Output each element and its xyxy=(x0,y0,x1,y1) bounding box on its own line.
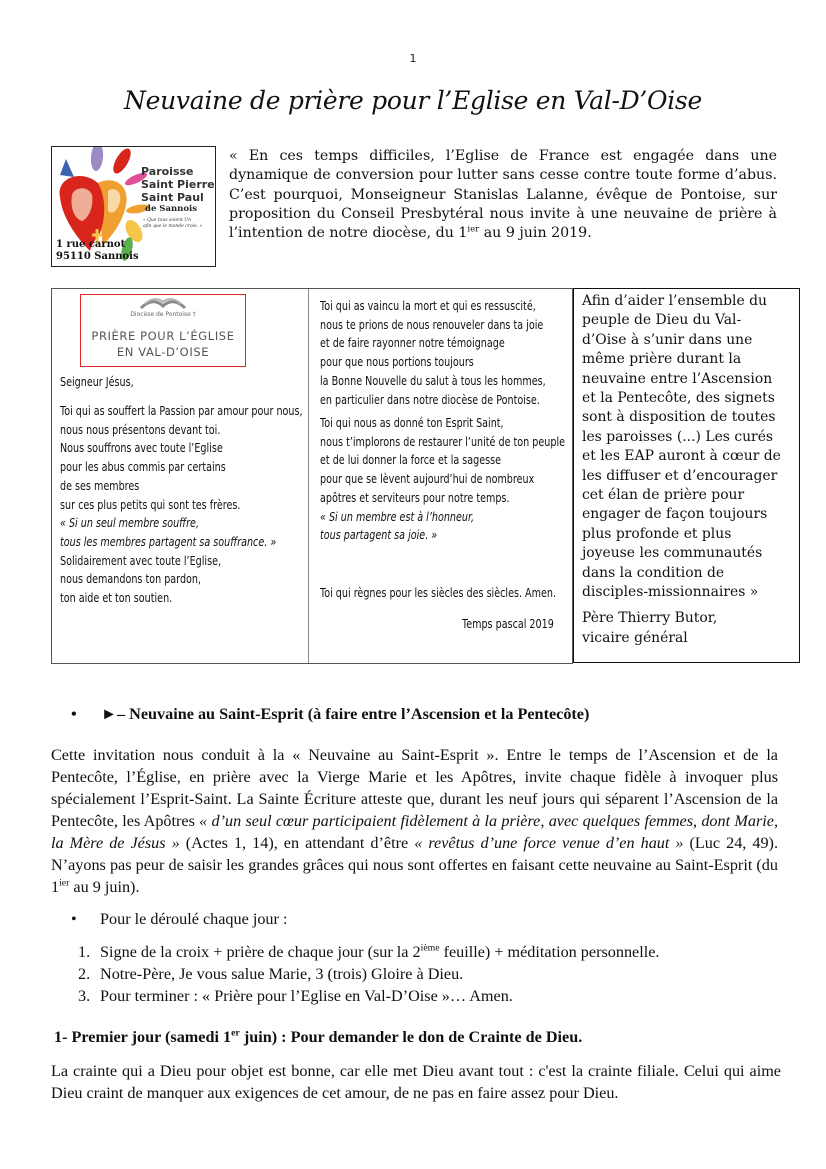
intro-paragraph: « En ces temps difficiles, l’Eglise de France est engagée dans une dynamique de conversion pour lutter sans cesse contre toute forme d’abus. C’est pourquoi, Monseigneur Stanislas Lalanne, évêque de Pontoise, sur proposition du Conseil Presbytéral nous invite à une neuvaine de prière à l’intention de notre diocèse, du $1^{ier}$ au 9 juin 2019. xyxy=(229,148,777,242)
daily-routine-label: • Pour le déroulé chaque jour : xyxy=(71,910,288,928)
list-item: 2. Notre-Père, Je vous salue Marie, 3 (trois) Gloire à Dieu. xyxy=(78,965,464,983)
daily-steps-list xyxy=(78,941,798,1007)
prayer-middle-stanza-1: Toi qui as vaincu la mort et qui es ressuscité, nous te prions de nous renouveler dans ta joie et de faire rayonner notre témoignage pour que nous portions toujours la Bonne Nouvelle du salut à tous les hommes, en particulier dans notre diocèse de Pontoise. xyxy=(320,299,546,407)
list-item: 3. Pour terminer : « Prière pour l’Eglise en Val-D’Oise »… Amen. xyxy=(78,987,513,1005)
vicar-signature: Père Thierry Butor, vicaire général xyxy=(582,610,718,646)
prayer-card-title: PRIÈRE POUR L’ÉGLISE EN VAL-D’OISE xyxy=(91,329,235,359)
parish-motto: « Que tous soient Un afin que le monde croie. » xyxy=(143,218,203,229)
page-number: 1 xyxy=(409,52,417,65)
bullet-icon: • xyxy=(71,910,77,928)
day-1-heading: 1- Premier jour (samedi 1er juin) : Pour demander le don de Crainte de Dieu. xyxy=(54,1027,583,1046)
prayer-signature: Temps pascal 2019 xyxy=(462,617,554,631)
day-1-text: La crainte qui a Dieu pour objet est bonne, car elle met Dieu avant tout : c'est la crainte filiale. Celui qui aime Dieu craint de manquer aux exigences de cet amour, de ne pas en faire assez pour Dieu. xyxy=(51,1062,781,1102)
neuvaine-paragraph: Cette invitation nous conduit à la « Neuvaine au Saint-Esprit ». Entre le temps de l’Ascension et de la Pentecôte, l’Église, en prière avec la Vierge Marie et les Apôtres, invite chaque fidèle à invoquer plus spécialement l’Esprit-Saint. La Sainte Écriture atteste que, durant les neuf jours qui séparent l’Ascension de la Pentecôte, les Apôtres « d’un seul cœur participaient fidèlement à la prière, avec quelques femmes, dont Marie, la Mère de Jésus » (Actes 1, 14), en attendant d’être « revêtus d’une force venue d’en haut » (Luc 24, 49). N’ayons pas peur de saisir les grandes grâces qui nous sont offertes en faisant cette neuvaine au Saint-Esprit (du $1^{ier}$ au 9 juin). xyxy=(51,746,779,896)
prayer-quote: « Si un seul membre souffre, xyxy=(60,516,199,531)
parish-address: 1 rue carnot 95110 Sannois xyxy=(56,239,139,262)
parish-town: de Sannois xyxy=(145,204,198,214)
parish-logo xyxy=(51,146,216,267)
diocese-label: Diocèse de Pontoise † xyxy=(130,311,196,318)
list-item: 1. Signe de la croix + prière de chaque jour (sur la 2ième feuille) + méditation personnelle. xyxy=(78,942,660,961)
prayer-middle-stanza-2: Toi qui nous as donné ton Esprit Saint, nous t’implorons de restaurer l’unité de ton peuple et de lui donner la force et la sagesse pour que se lèvent aujourd’hui de nombreux apôtres et serviteurs pour notre temps. « Si un membre est à l’honneur, tous partagent sa joie. » xyxy=(320,416,566,543)
prayer-doxology: Toi qui règnes pour les siècles des siècles. Amen. xyxy=(320,586,556,600)
prayer-left-text: Toi qui as souffert la Passion par amour pour nous, nous nous présentons devant toi. Nous souffrons avec toute l’Eglise pour les abus commis par certains de ses membres sur ces plus petits qui sont tes frères. « Si un seul membre souffre, tous les membres partagent sa souffrance. » Solidairement avec toute l’Eglise, nous demandons ton pardon, ton aide et ton soutien. xyxy=(60,404,303,606)
parish-name: Paroisse Saint Pierre Saint Paul xyxy=(141,165,215,204)
bullet-icon: • xyxy=(71,705,77,723)
prayer-greeting: Seigneur Jésus, xyxy=(60,375,134,389)
open-book-icon xyxy=(139,296,187,310)
vicar-note-text: Afin d’aider l’ensemble du peuple de Dieu du Val- d’Oise à s’unir dans une même prière durant la neuvaine entre l’Ascension et la Pentecôte, des signets sont à disposition de toutes les paroisses (...) Les curés et les EAP auront à cœur de les diffuser et d’encourager cet élan de prière pour engager de façon toujours plus profonde et plus joyeuse les communautés dans la condition de disciples-missionnaires » xyxy=(582,293,781,601)
page-title: Neuvaine de prière pour l’Eglise en Val-D’Oise xyxy=(124,86,702,115)
prayer-card-header xyxy=(80,294,246,367)
